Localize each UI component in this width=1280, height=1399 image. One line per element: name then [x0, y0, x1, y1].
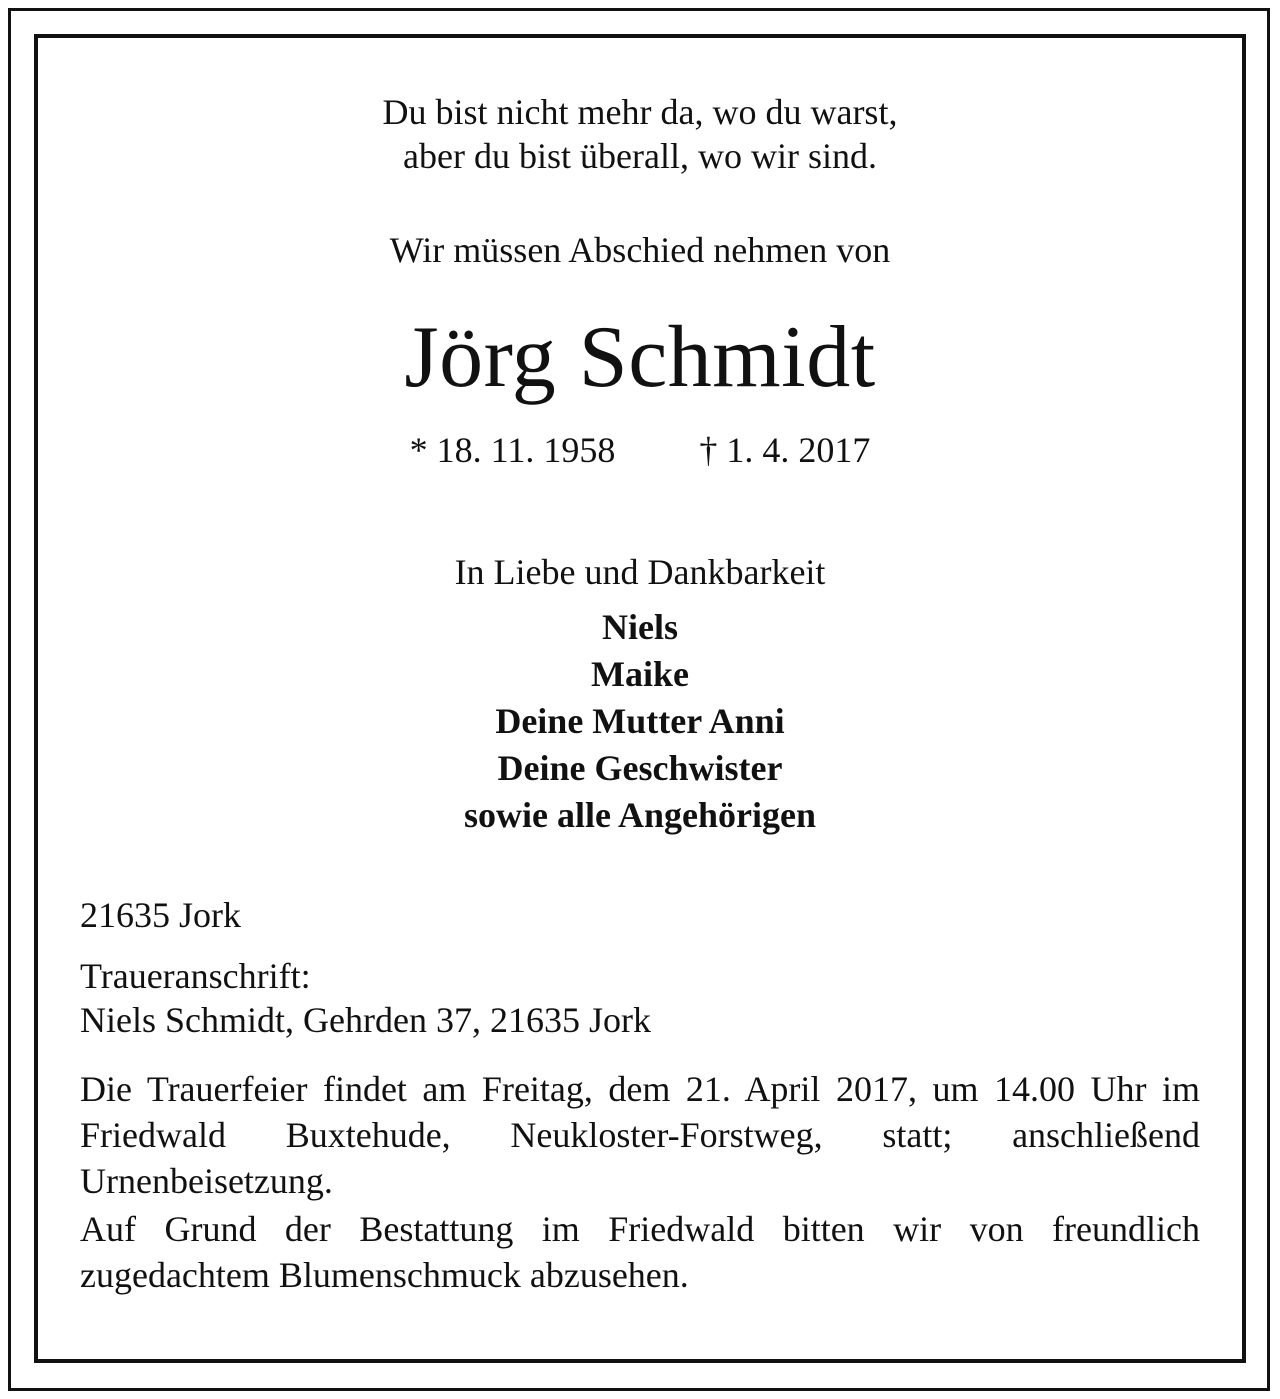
flowers-note: Auf Grund der Bestattung im Friedwald bitten wir von freundlich zugedachtem Blumenschmuck abzusehen. [80, 1209, 1200, 1295]
death-date: † 1. 4. 2017 [699, 430, 871, 470]
mourner: Deine Geschwister [497, 748, 783, 788]
farewell-intro: Wir müssen Abschied nehmen von [389, 230, 891, 270]
mourner: sowie alle Angehörigen [464, 795, 816, 835]
mourner: Deine Mutter Anni [495, 701, 785, 741]
verse [0, 90, 1280, 178]
birth-date: * 18. 11. 1958 [409, 430, 616, 470]
verse-line-1: Du bist nicht mehr da, wo du warst, [382, 92, 898, 132]
mourners-list [0, 604, 1280, 839]
ceremony-notice: Die Trauerfeier findet am Freitag, dem 21. April 2017, um 14.00 Uhr im Friedwald Buxtehude, Neukloster-Forstweg, statt; anschließend Urnenbeisetzung. [80, 1069, 1200, 1201]
address-line: Niels Schmidt, Gehrden 37, 21635 Jork [80, 1000, 651, 1040]
dedication: In Liebe und Dankbarkeit [454, 552, 826, 592]
place: 21635 Jork [80, 895, 241, 935]
address-label: Traueranschrift: [80, 956, 311, 996]
mourner: Niels [602, 607, 678, 647]
mourning-address [80, 954, 651, 1042]
deceased-name: Jörg Schmidt [404, 309, 876, 406]
verse-line-2: aber du bist überall, wo wir sind. [403, 136, 877, 176]
life-dates [0, 426, 1280, 474]
mourner: Maike [591, 654, 689, 694]
